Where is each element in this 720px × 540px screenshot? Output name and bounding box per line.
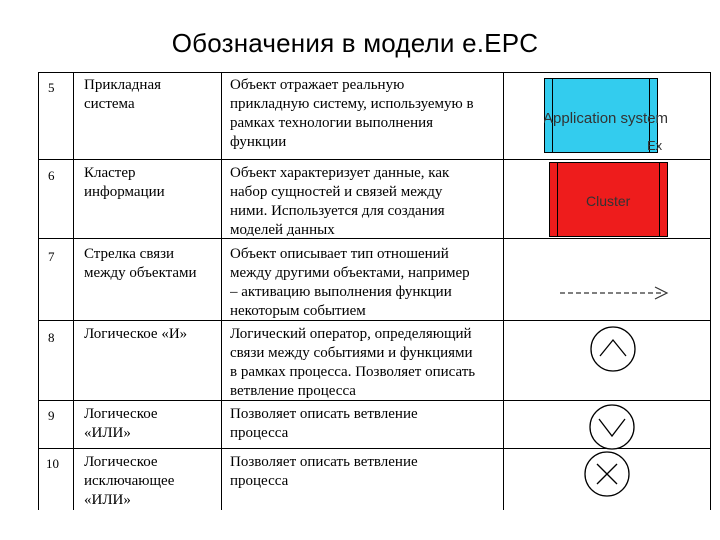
row-description: Позволяет описать ветвление процесса (230, 454, 418, 489)
row-number: 9 (48, 408, 55, 423)
dashed-arrow-symbol (558, 284, 673, 302)
row-number: 8 (48, 330, 55, 345)
row-number: 6 (48, 168, 55, 183)
and-operator-symbol (588, 324, 638, 374)
row-name: Логическое «ИЛИ» (84, 406, 158, 441)
row-name: Логическое «И» (84, 326, 188, 342)
application-system-sublabel: Ex (647, 138, 663, 153)
cluster-symbol (549, 162, 671, 238)
row-name: Кластер информации (84, 165, 165, 200)
row-number: 10 (46, 456, 59, 471)
xor-operator-symbol (582, 449, 632, 499)
row-name: Логическое исключающее «ИЛИ» (84, 454, 175, 508)
row-description: Объект характеризует данные, как набор сущностей и связей между ними. Используется для создания моделей данных (230, 165, 450, 236)
page-title: Обозначения в модели е.EPC (171, 28, 539, 58)
row-name: Стрелка связи между объектами (84, 246, 197, 281)
row-description: Объект описывает тип отношений между другими объектами, например – активацию выполнения функции некоторым событием (230, 246, 470, 319)
or-operator-symbol (587, 402, 637, 452)
notation-table (38, 72, 711, 510)
row-description: Логический оператор, определяющий связи между событиями и функциями в рамках процесса. Позволяет описать ветвление процесса (230, 326, 476, 399)
row-description: Позволяет описать ветвление процесса (230, 406, 418, 441)
row-description: Объект отражает реальную прикладную систему, используемую в рамках технологии выполнения функции (230, 77, 474, 150)
cluster-label: Cluster (586, 193, 631, 209)
row-number: 7 (48, 249, 55, 264)
application-system-symbol (544, 78, 684, 154)
application-system-label: Application system (544, 110, 669, 127)
row-number: 5 (48, 80, 55, 95)
row-name: Прикладная система (84, 77, 162, 112)
